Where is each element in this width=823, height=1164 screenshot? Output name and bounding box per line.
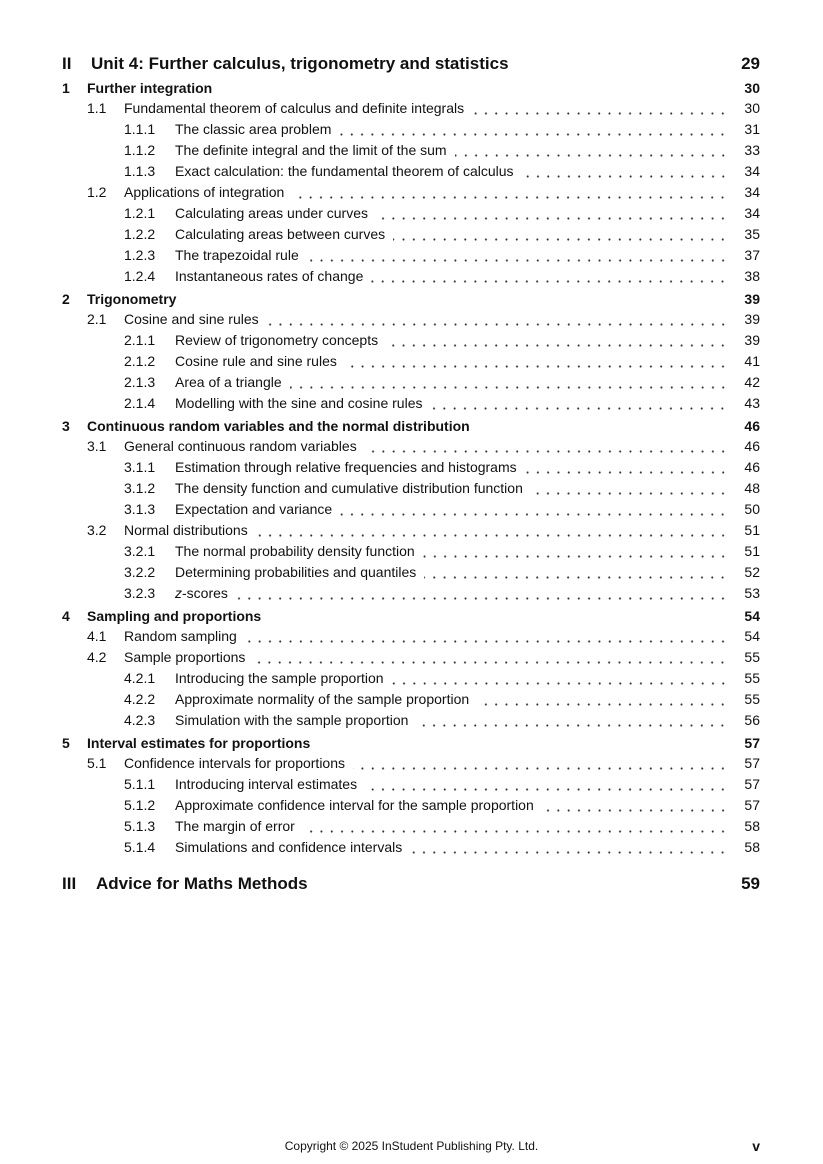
- sub-page: 57: [744, 776, 760, 792]
- sub-page: 37: [744, 247, 760, 263]
- sec-number: 4.1: [87, 628, 107, 644]
- sub-number: 4.2.1: [124, 670, 156, 686]
- part-title: Unit 4: Further calculus, trigonometry and statistics: [91, 54, 509, 73]
- subsection-entry[interactable]: [62, 541, 760, 562]
- sub-title: Calculating areas under curves: [175, 205, 368, 221]
- part-title: Advice for Maths Methods: [96, 874, 308, 893]
- sub-number: 2.1.2: [124, 353, 156, 369]
- sub-number: 1.2.3: [124, 247, 156, 263]
- chapter-title: Continuous random variables and the normal distribution: [87, 418, 470, 434]
- subsection-entry[interactable]: [62, 774, 760, 795]
- part-heading[interactable]: [62, 54, 760, 74]
- sub-page: 56: [744, 712, 760, 728]
- table-of-contents: [62, 54, 760, 894]
- subsection-entry[interactable]: [62, 795, 760, 816]
- dot-leader: [365, 777, 728, 791]
- sub-title: Review of trigonometry concepts: [175, 332, 379, 348]
- copyright-notice: Copyright © 2025 InStudent Publishing Pty. Ltd.: [284, 1139, 539, 1153]
- sub-number: 3.1.3: [124, 501, 156, 517]
- sub-page: 41: [744, 353, 760, 369]
- subsection-entry[interactable]: [62, 161, 760, 182]
- sub-number: 2.1.4: [124, 395, 156, 411]
- sub-number: 5.1.2: [124, 797, 156, 813]
- chapter-heading[interactable]: [62, 80, 760, 98]
- sub-number: 4.2.3: [124, 712, 156, 728]
- chapter-page: 54: [744, 608, 760, 624]
- sub-title: Introducing the sample proportion: [175, 670, 384, 686]
- chapter-list: [62, 80, 760, 858]
- subsection-entry[interactable]: [62, 583, 760, 604]
- sub-page: 38: [744, 268, 760, 284]
- subsection-entry[interactable]: [62, 816, 760, 837]
- page-number: v: [752, 1138, 760, 1154]
- sub-page: 43: [744, 395, 760, 411]
- chapter-page: 39: [744, 291, 760, 307]
- dot-leader: [236, 586, 728, 600]
- chapter-page: 46: [744, 418, 760, 434]
- chapter-title: Further integration: [87, 80, 213, 96]
- chapter-number: 5: [62, 735, 70, 751]
- sub-number: 2.1.3: [124, 374, 156, 390]
- chapter-number: 2: [62, 291, 70, 307]
- sub-page: 48: [744, 480, 760, 496]
- sub-page: 34: [744, 205, 760, 221]
- dot-leader: [393, 227, 728, 241]
- sec-number: 1.2: [87, 184, 107, 200]
- sub-page: 42: [744, 374, 760, 390]
- sec-title: Fundamental theorem of calculus and definite integrals: [124, 100, 465, 116]
- chapter-title: Interval estimates for proportions: [87, 735, 311, 751]
- sub-title: Simulation with the sample proportion: [175, 712, 409, 728]
- sec-number: 1.1: [87, 100, 107, 116]
- sub-title: The density function and cumulative distribution function: [175, 480, 523, 496]
- sub-title: Cosine rule and sine rules: [175, 353, 337, 369]
- sub-title: Approximate confidence interval for the sample proportion: [175, 797, 534, 813]
- sub-title: Estimation through relative frequencies and histograms: [175, 459, 517, 475]
- sub-page: 52: [744, 564, 760, 580]
- chapter-heading[interactable]: [62, 418, 760, 436]
- sub-title: The trapezoidal rule: [175, 247, 299, 263]
- subsection-entry[interactable]: [62, 689, 760, 710]
- subsection-entry[interactable]: [62, 710, 760, 731]
- dot-leader: [423, 544, 728, 558]
- subsection-entry[interactable]: [62, 372, 760, 393]
- sec-title: Sample proportions: [124, 649, 246, 665]
- section-entry[interactable]: [62, 182, 760, 203]
- dot-leader: [253, 650, 728, 664]
- sub-title: Exact calculation: the fundamental theorem of calculus: [175, 163, 514, 179]
- dot-leader: [307, 248, 728, 262]
- sub-title: Simulations and confidence intervals: [175, 839, 403, 855]
- section-entry[interactable]: [62, 753, 760, 774]
- dot-leader: [292, 185, 728, 199]
- sec-number: 5.1: [87, 755, 107, 771]
- sub-page: 39: [744, 332, 760, 348]
- dot-leader: [455, 143, 728, 157]
- sub-page: 46: [744, 459, 760, 475]
- sec-title: General continuous random variables: [124, 438, 357, 454]
- subsection-entry[interactable]: [62, 499, 760, 520]
- sub-title: Introducing interval estimates: [175, 776, 358, 792]
- sub-number: 1.2.4: [124, 268, 156, 284]
- subsection-entry[interactable]: [62, 140, 760, 161]
- sub-page: 31: [744, 121, 760, 137]
- sub-page: 51: [744, 543, 760, 559]
- subsection-entry[interactable]: [62, 562, 760, 583]
- sec-number: 4.2: [87, 649, 107, 665]
- dot-leader: [339, 122, 728, 136]
- section-entry[interactable]: [62, 626, 760, 647]
- dot-leader: [376, 206, 728, 220]
- dot-leader: [245, 629, 728, 643]
- sec-page: 30: [744, 100, 760, 116]
- sub-page: 34: [744, 163, 760, 179]
- chapter-heading[interactable]: [62, 735, 760, 753]
- sec-number: 3.1: [87, 438, 107, 454]
- subsection-entry[interactable]: [62, 266, 760, 287]
- dot-leader: [345, 354, 728, 368]
- sub-title: Instantaneous rates of change: [175, 268, 364, 284]
- chapter-heading[interactable]: [62, 608, 760, 626]
- dot-leader: [353, 756, 728, 770]
- sec-page: 46: [744, 438, 760, 454]
- sec-page: 39: [744, 311, 760, 327]
- sub-page: 33: [744, 142, 760, 158]
- dot-leader: [430, 396, 728, 410]
- dot-leader: [365, 439, 728, 453]
- chapter-heading[interactable]: [62, 291, 760, 309]
- sub-title: z-scores: [175, 585, 228, 601]
- sub-title: Determining probabilities and quantiles: [175, 564, 417, 580]
- sub-page: 57: [744, 797, 760, 813]
- section-entry[interactable]: [62, 647, 760, 668]
- sec-page: 34: [744, 184, 760, 200]
- sub-title: Expectation and variance: [175, 501, 333, 517]
- subsection-entry[interactable]: [62, 393, 760, 414]
- sec-title: Applications of integration: [124, 184, 285, 200]
- sub-number: 5.1.4: [124, 839, 156, 855]
- dot-leader: [542, 798, 728, 812]
- subsection-entry[interactable]: [62, 668, 760, 689]
- subsection-entry[interactable]: [62, 245, 760, 266]
- dot-leader: [256, 523, 728, 537]
- sub-number: 3.2.1: [124, 543, 156, 559]
- subsection-entry[interactable]: [62, 457, 760, 478]
- dot-leader: [371, 269, 728, 283]
- dot-leader: [416, 713, 728, 727]
- chapter-title: Sampling and proportions: [87, 608, 262, 624]
- sec-page: 51: [744, 522, 760, 538]
- dot-leader: [392, 671, 728, 685]
- part-number: II: [62, 54, 72, 73]
- sub-number: 3.2.2: [124, 564, 156, 580]
- sec-number: 2.1: [87, 311, 107, 327]
- section-entry[interactable]: [62, 309, 760, 330]
- sub-page: 58: [744, 818, 760, 834]
- dot-leader: [522, 164, 728, 178]
- part-heading[interactable]: [62, 874, 760, 894]
- dot-leader: [303, 819, 728, 833]
- sub-title: The normal probability density function: [175, 543, 415, 559]
- subsection-entry[interactable]: [62, 351, 760, 372]
- sub-number: 1.2.2: [124, 226, 156, 242]
- sec-title: Cosine and sine rules: [124, 311, 259, 327]
- sub-number: 4.2.2: [124, 691, 156, 707]
- section-entry[interactable]: [62, 436, 760, 457]
- sub-title: The margin of error: [175, 818, 295, 834]
- dot-leader: [424, 565, 728, 579]
- sub-title: The definite integral and the limit of the sum: [175, 142, 447, 158]
- subsection-entry[interactable]: [62, 224, 760, 245]
- sub-title: Modelling with the sine and cosine rules: [175, 395, 423, 411]
- dot-leader: [472, 101, 728, 115]
- chapter-page: 30: [744, 80, 760, 96]
- subsection-entry[interactable]: [62, 203, 760, 224]
- sub-page: 58: [744, 839, 760, 855]
- chapter-number: 1: [62, 80, 70, 96]
- sub-title: The classic area problem: [175, 121, 332, 137]
- chapter-number: 4: [62, 608, 70, 624]
- dot-leader: [290, 375, 728, 389]
- sub-page: 53: [744, 585, 760, 601]
- part-page: 59: [741, 874, 760, 893]
- subsection-entry[interactable]: [62, 837, 760, 858]
- section-entry[interactable]: [62, 520, 760, 541]
- subsection-entry[interactable]: [62, 119, 760, 140]
- sec-page: 55: [744, 649, 760, 665]
- sub-page: 55: [744, 691, 760, 707]
- sub-page: 50: [744, 501, 760, 517]
- subsection-entry[interactable]: [62, 478, 760, 499]
- sec-title: Normal distributions: [124, 522, 248, 538]
- dot-leader: [267, 312, 728, 326]
- sec-title: Confidence intervals for proportions: [124, 755, 346, 771]
- sub-number: 3.2.3: [124, 585, 156, 601]
- sub-number: 3.1.2: [124, 480, 156, 496]
- dot-leader: [386, 333, 728, 347]
- dot-leader: [531, 481, 728, 495]
- sec-page: 57: [744, 755, 760, 771]
- dot-leader: [410, 840, 728, 854]
- sub-number: 3.1.1: [124, 459, 156, 475]
- sub-number: 2.1.1: [124, 332, 156, 348]
- dot-leader: [340, 502, 728, 516]
- chapter-number: 3: [62, 418, 70, 434]
- sec-page: 54: [744, 628, 760, 644]
- sec-title: Random sampling: [124, 628, 237, 644]
- sub-page: 55: [744, 670, 760, 686]
- chapter-title: Trigonometry: [87, 291, 177, 307]
- section-entry[interactable]: [62, 98, 760, 119]
- part-number: III: [62, 874, 77, 893]
- sub-number: 5.1.3: [124, 818, 156, 834]
- sub-number: 1.1.2: [124, 142, 156, 158]
- sub-number: 5.1.1: [124, 776, 156, 792]
- sub-page: 35: [744, 226, 760, 242]
- sec-number: 3.2: [87, 522, 107, 538]
- sub-title: Area of a triangle: [175, 374, 282, 390]
- sub-number: 1.1.1: [124, 121, 156, 137]
- sub-number: 1.1.3: [124, 163, 156, 179]
- sub-title: Approximate normality of the sample proportion: [175, 691, 470, 707]
- subsection-entry[interactable]: [62, 330, 760, 351]
- sub-number: 1.2.1: [124, 205, 156, 221]
- sub-title: Calculating areas between curves: [175, 226, 386, 242]
- dot-leader: [477, 692, 728, 706]
- part-page: 29: [741, 54, 760, 73]
- dot-leader: [525, 460, 728, 474]
- chapter-page: 57: [744, 735, 760, 751]
